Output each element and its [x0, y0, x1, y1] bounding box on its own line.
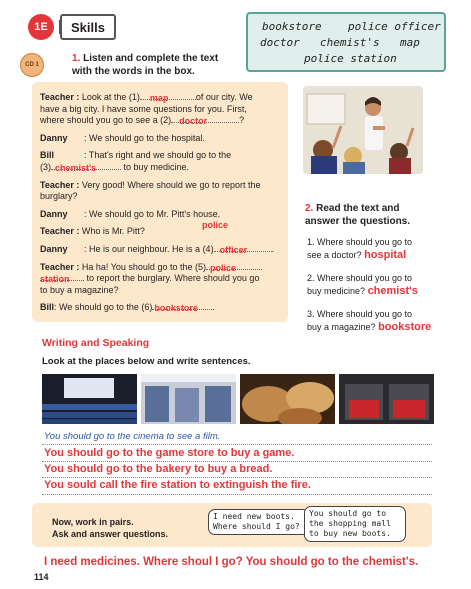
- pair-work-instruction: Now, work in pairs. Ask and answer questions.: [52, 517, 169, 539]
- dialogue-line: where should you go to see a (2) doctor ?: [40, 115, 245, 127]
- word-police-officer: police officer: [348, 20, 441, 33]
- writing-instruction: Look at the places below and write sentences.: [42, 356, 251, 367]
- answer-2: doctor: [179, 116, 208, 127]
- dialogue-line: burglary?: [40, 191, 78, 202]
- exercise2-instruction: 2. Read the text and answer the questions.: [305, 203, 411, 227]
- written-sentence-2: You should go to the bakery to buy a bread.: [44, 463, 273, 475]
- dialogue-line: Teacher : Very good! Where should we go to report the: [40, 179, 261, 190]
- word-chemists: chemist's: [320, 36, 380, 49]
- dialogue-line: Teacher : Ha ha! You should go to the (5) police: [40, 262, 290, 274]
- dialogue-line: Danny : We should go to the hospital.: [40, 132, 205, 143]
- word-map: map: [400, 36, 420, 49]
- answer-3: chemist's: [55, 162, 97, 173]
- exercise1-number: 1.: [72, 53, 81, 64]
- bakery-image: [240, 374, 335, 424]
- cinema-image: [42, 374, 137, 424]
- exercise1-instruction: 1. Listen and complete the text with the words in the box.: [72, 53, 219, 77]
- fire-station-image: [339, 374, 434, 424]
- dialogue-text: [40, 92, 290, 314]
- speech-bubble-question: I need new boots. Where should I go?: [208, 509, 310, 535]
- word-doctor: doctor: [260, 36, 300, 49]
- writing-heading: Writing and Speaking: [42, 337, 150, 349]
- game-store-image: [141, 374, 236, 424]
- final-answer-sentence: I need medicines. Where shoul I go? You should go to the chemist's.: [44, 556, 419, 568]
- dialogue-line: Danny : We should go to Mr. Pitt's house.: [40, 208, 221, 219]
- dialogue-line: Danny : He is our neighbour. He is a (4) officer .: [40, 243, 275, 255]
- writing-line: [42, 444, 432, 445]
- answer-5a: police: [209, 262, 236, 273]
- answer-q1: hospital: [364, 249, 407, 261]
- dialogue-line: Bill: We should go to the (6) bookstore .: [40, 302, 215, 314]
- writing-line: [42, 477, 432, 478]
- answer-5b: station: [40, 274, 70, 285]
- written-sentence-1: You should go to the game store to buy a game.: [44, 447, 295, 459]
- answer-4b: officer: [219, 244, 248, 255]
- classroom-photo: [303, 86, 423, 174]
- dialogue-line: station to report the burglary. Where should you go: [40, 273, 260, 285]
- answer-q3: bookstore: [378, 321, 432, 333]
- answer-1: map: [149, 93, 169, 103]
- fire-station-illustration: [339, 374, 434, 424]
- question-2: 2. Where should you go to buy medicine? chemist's: [307, 273, 418, 297]
- cinema-illustration: [42, 374, 137, 424]
- written-sentence-3: You sould call the fire station to extinguish the fire.: [44, 479, 311, 491]
- speech-bubble-answer: You should go to the shopping mall to buy new boots.: [304, 506, 406, 542]
- answer-4a: police: [202, 220, 229, 231]
- question-3: 3. Where should you go to buy a magazine? bookstore: [307, 309, 432, 333]
- dialogue-line: (3) chemist's to buy medicine.: [40, 161, 190, 173]
- answer-q2: chemist's: [367, 285, 418, 297]
- dialogue-line: to buy a magazine?: [40, 284, 119, 295]
- lesson-badge: 1E: [28, 14, 54, 40]
- dialogue-line: Bill : That's right and we should go to the: [40, 150, 232, 161]
- exercise2-number: 2.: [305, 203, 314, 214]
- dialogue-line: Teacher : Who is Mr. Pitt? police: [40, 220, 229, 237]
- writing-line: [42, 494, 432, 495]
- word-box: [246, 12, 446, 72]
- classroom-illustration: [303, 86, 423, 174]
- bakery-illustration: [240, 374, 335, 424]
- question-1: 1. Where should you go to see a doctor? hospital: [307, 237, 413, 261]
- game-store-illustration: [141, 374, 236, 424]
- cd-audio-icon[interactable]: CD 1: [20, 53, 44, 77]
- dialogue-line: have a big city. I have some questions for you. First,: [40, 103, 247, 114]
- page-number: 114: [34, 572, 49, 582]
- example-sentence: You should go to the cinema to see a film.: [44, 431, 221, 442]
- section-title: Skills: [60, 14, 116, 40]
- writing-line: [42, 461, 432, 462]
- answer-6: bookstore: [154, 303, 198, 314]
- dialogue-line: Teacher : Look at the (1) map of our city. We: [40, 92, 253, 103]
- word-bookstore: bookstore: [262, 20, 322, 33]
- word-police-station: police station: [304, 52, 397, 65]
